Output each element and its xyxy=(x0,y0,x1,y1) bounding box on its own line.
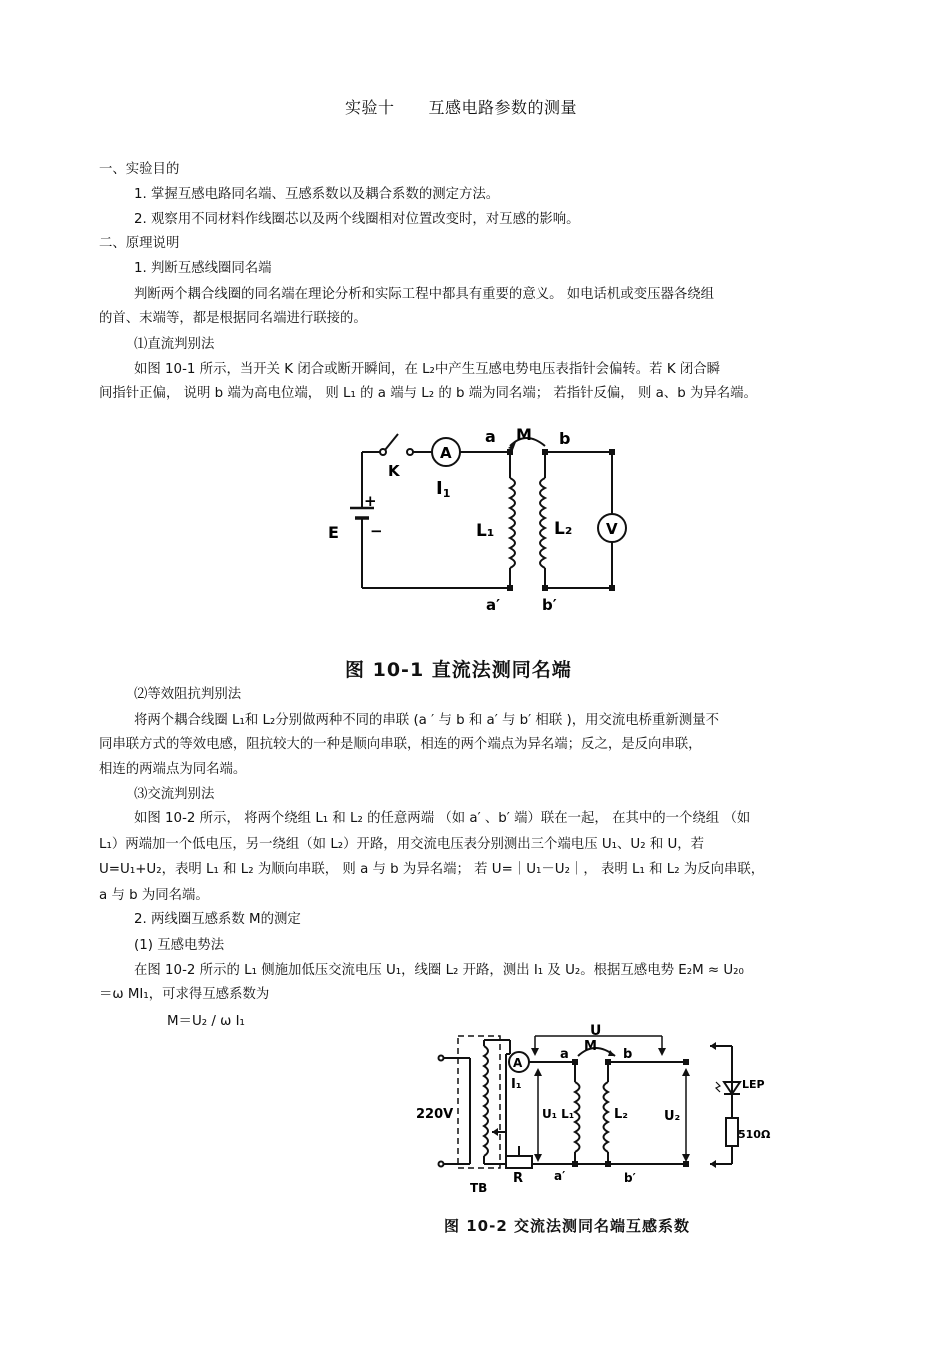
sec2-sub1: 1. 判断互感线圈同名端 xyxy=(134,261,272,276)
fig2-label-tb: TB xyxy=(470,1181,488,1195)
fig1-label-A: A xyxy=(440,444,452,462)
method2-line3: 相连的两端点为同名端。 xyxy=(99,762,247,777)
fig1-label-b: b xyxy=(559,429,571,448)
page-title xyxy=(345,95,577,118)
fig2-label-M: M xyxy=(584,1039,597,1054)
fig2-label-U: U xyxy=(590,1023,602,1039)
sec2-p1-line1: 判断两个耦合线圈的同名端在理论分析和实际工程中都具有重要的意义。 如电话机或变压器各绕组 xyxy=(134,287,715,302)
sec2-p2-line2: ＝ω MI₁，可求得互感系数为 xyxy=(99,987,270,1002)
method1-line1: 如图 10-1 所示，当开关 K 闭合或断开瞬间，在 L₂中产生互感电势电压表指针会偏转。若 K 闭合瞬 xyxy=(134,362,721,377)
method2-line2: 同串联方式的等效电感，阻抗较大的一种是顺向串联，相连的两个端点为异名端；反之，是反向串联， xyxy=(99,737,702,752)
formula-M: M＝U₂ / ω I₁ xyxy=(167,1014,245,1029)
fig2-label-I1: I₁ xyxy=(511,1077,522,1092)
fig2-label-510: 510Ω xyxy=(738,1128,771,1141)
method2-title: ⑵等效阻抗判别法 xyxy=(134,687,242,702)
sec2-heading: 二、原理说明 xyxy=(99,236,180,251)
fig2-label-ap: a′ xyxy=(554,1169,566,1183)
fig2-label-A: A xyxy=(513,1056,523,1070)
fig2-label-R: R xyxy=(513,1171,524,1186)
fig1-label-L2: L₂ xyxy=(554,519,573,539)
fig1-label-minus: − xyxy=(370,522,383,540)
fig1-label-M: M xyxy=(516,425,532,444)
sec1-heading: 一、实验目的 xyxy=(99,162,180,177)
method3-line3: U=U₁+U₂，表明 L₁ 和 L₂ 为顺向串联， 则 a 与 b 为异名端； 若 U=｜U₁－U₂｜， 表明 L₁ 和 L₂ 为反向串联， xyxy=(99,862,765,877)
fig1-label-L1: L₁ xyxy=(476,521,495,541)
sec2-sub2-1: (1) 互感电势法 xyxy=(134,938,225,953)
title-number: 实验十 xyxy=(345,98,395,117)
fig1-label-V: V xyxy=(606,520,618,538)
fig1-label-E: E xyxy=(328,523,339,542)
sec1-item-2: 2. 观察用不同材料作线圈芯以及两个线圈相对位置改变时，对互感的影响。 xyxy=(134,212,580,227)
method3-line1: 如图 10-2 所示， 将两个绕组 L₁ 和 L₂ 的任意两端 （如 a′ 、b′ 端）联在一起， 在其中的一个绕组 （如 xyxy=(134,811,751,826)
fig2-label-u1l1: U₁ L₁ xyxy=(542,1107,575,1121)
fig2-label-bp: b′ xyxy=(624,1171,636,1185)
method3-title: ⑶交流判别法 xyxy=(134,787,215,802)
fig2-label-U2: U₂ xyxy=(664,1109,681,1124)
sec2-p2-line1: 在图 10-2 所示的 L₁ 侧施加低压交流电压 U₁，线圈 L₂ 开路，测出 I₁ 及 U₂。根据互感电势 E₂M ≈ U₂₀ xyxy=(134,963,744,978)
method3-line2: L₁）两端加一个低电压，另一绕组（如 L₂）开路，用交流电压表分别测出三个端电压 U₁、U₂ 和 U，若 xyxy=(99,837,705,852)
fig2-label-b: b xyxy=(623,1047,633,1062)
method1-title: ⑴直流判别法 xyxy=(134,337,215,352)
fig1-label-bp: b′ xyxy=(542,596,557,610)
fig2-label-a: a xyxy=(560,1047,569,1062)
fig1-label-plus: + xyxy=(364,492,377,510)
fig1-label-ap: a′ xyxy=(486,596,501,610)
method3-line4: a 与 b 为同名端。 xyxy=(99,888,209,903)
sec1-item-1: 1. 掌握互感电路同名端、互感系数以及耦合系数的测定方法。 xyxy=(134,187,500,202)
figure-10-1-circuit xyxy=(320,420,640,610)
title-name: 互感电路参数的测量 xyxy=(428,98,578,117)
fig1-label-a: a xyxy=(485,427,496,446)
method2-line1: 将两个耦合线圈 L₁和 L₂分别做两种不同的串联 (a ′ 与 b 和 a′ 与 b′ 相联 )，用交流电桥重新测量不 xyxy=(134,713,719,728)
figure-10-1-caption: 图 10-1 直流法测同名端 xyxy=(345,659,572,681)
sec2-sub2: 2. 两线圈互感系数 M的测定 xyxy=(134,912,301,927)
fig2-label-lep: LEP xyxy=(742,1078,765,1091)
fig1-label-K: K xyxy=(388,462,400,480)
sec2-p1-line2: 的首、末端等，都是根据同名端进行联接的。 xyxy=(99,311,367,326)
fig2-label-220v: 220V xyxy=(416,1107,454,1122)
method1-line2: 间指针正偏， 说明 b 端为高电位端， 则 L₁ 的 a 端与 L₂ 的 b 端为同名端； 若指针反偏， 则 a、b 为异名端。 xyxy=(99,386,757,401)
figure-10-2-circuit xyxy=(410,1022,780,1197)
figure-10-2-caption: 图 10-2 交流法测同名端互感系数 xyxy=(444,1217,690,1235)
fig1-label-I1: I1 xyxy=(436,478,451,500)
fig2-label-L2: L₂ xyxy=(614,1107,628,1122)
